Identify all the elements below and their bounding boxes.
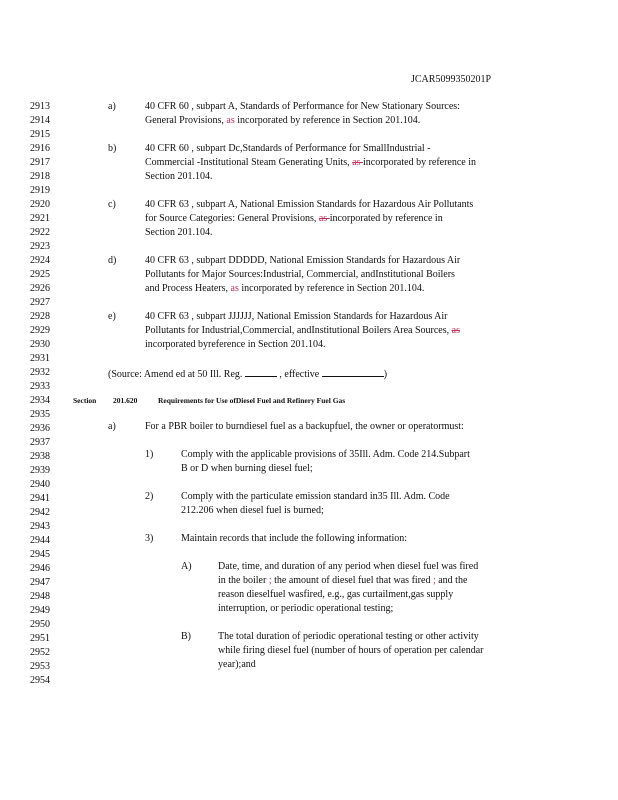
item-d-line2: Pollutants for Major Sources:Industrial, Commercial, andInstitutional Boilers: [145, 269, 455, 280]
item-b-text: [145, 142, 476, 184]
sub-1-text: [181, 448, 470, 476]
sub-A-label: A): [181, 561, 192, 572]
item-c-label: c): [108, 199, 116, 210]
sub-A-line1: Date, time, and duration of any period when diesel fuel was fired: [218, 561, 479, 572]
item-b-line2: Commercial -Institutional Steam Generating Units, as incorporated by reference in: [145, 157, 477, 168]
line-number: 2933: [30, 381, 50, 392]
line-number: 2941: [30, 493, 50, 504]
sub-2-line2: 212.206 when diesel fuel is burned;: [181, 505, 324, 516]
source-note: (Source: Amend ed at 50 Ill. Reg. , effective ): [108, 366, 387, 382]
sub-A-line3: reason dieselfuel wasfired, e.g., gas curtailment,gas supply: [218, 589, 454, 600]
section-word: Section: [73, 396, 97, 405]
line-number: 2921: [30, 213, 50, 224]
item-d-label: d): [108, 255, 117, 266]
line-number: 2950: [30, 619, 50, 630]
line-number: 2946: [30, 563, 50, 574]
line-number: 2949: [30, 605, 50, 616]
line-number: 2942: [30, 507, 50, 518]
item-e-line3: incorporated byreference in Section 201.104.: [145, 339, 326, 350]
source-effective-blank: [322, 366, 384, 377]
line-number: 2944: [30, 535, 50, 546]
line-number: 2926: [30, 283, 50, 294]
line-number: 2943: [30, 521, 50, 532]
line-number: 2929: [30, 325, 50, 336]
sub-2-label: 2): [145, 491, 154, 502]
line-number: 2915: [30, 129, 50, 140]
line-number: 2928: [30, 311, 50, 322]
line-number: 2948: [30, 591, 50, 602]
line-number: 2936: [30, 423, 50, 434]
sub-3-label: 3): [145, 533, 154, 544]
sub-A-line2: in the boiler ; the amount of diesel fuel that was fired ; and the: [218, 575, 468, 586]
line-number: 2935: [30, 409, 50, 420]
sub-2-text: [181, 490, 450, 518]
line-number: 2925: [30, 269, 50, 280]
item-d-text: [145, 254, 460, 296]
para-a-label: a): [108, 421, 116, 432]
sub-1-line1: Comply with the applicable provisions of 35Ill. Adm. Code 214.Subpart: [181, 449, 470, 460]
item-a-label: a): [108, 101, 116, 112]
line-number: 2938: [30, 451, 50, 462]
item-a-text: [145, 100, 460, 128]
item-c-line2: for Source Categories: General Provisions, as incorporated by reference in: [145, 213, 443, 224]
line-number: 2919: [30, 185, 50, 196]
section-number: 201.620: [113, 396, 138, 405]
item-b-line3: Section 201.104.: [145, 171, 213, 182]
sub-B-line1: The total duration of periodic operational testing or other activity: [218, 631, 479, 642]
sub-1-label: 1): [145, 449, 154, 460]
sub-A-text: [218, 560, 478, 616]
source-volume-blank: [245, 366, 277, 377]
sub-B-label: B): [181, 631, 191, 642]
item-e-label: e): [108, 311, 116, 322]
item-d-line3: and Process Heaters, as incorporated by reference in Section 201.104.: [145, 283, 425, 294]
sub-B-text: [218, 630, 483, 672]
section-title: Requirements for Use ofDiesel Fuel and Refinery Fuel Gas: [158, 396, 346, 405]
line-number: 2922: [30, 227, 50, 238]
line-number: 2952: [30, 647, 50, 658]
line-number: 2934: [30, 395, 50, 406]
line-number: 2939: [30, 465, 50, 476]
line-number: 2940: [30, 479, 50, 490]
line-number: 2947: [30, 577, 50, 588]
item-c-text: [145, 198, 473, 240]
para-a-text: For a PBR boiler to burndiesel fuel as a backupfuel, the owner or operatormust:: [145, 421, 464, 432]
item-e-text: [145, 310, 460, 352]
line-number: 2951: [30, 633, 50, 644]
sub-B-line3: year);and: [218, 659, 256, 670]
sub-2-line1: Comply with the particulate emission standard in35 Ill. Adm. Code: [181, 491, 450, 502]
line-number: 2927: [30, 297, 50, 308]
sub-A-line4: interruption, or periodic operational testing;: [218, 603, 394, 614]
line-number: 2937: [30, 437, 50, 448]
item-e-line2: Pollutants for Industrial,Commercial, andInstitutional Boilers Area Sources, as: [145, 325, 460, 336]
line-number: 2930: [30, 339, 50, 350]
sub-1-line2: B or D when burning diesel fuel;: [181, 463, 313, 474]
line-number: 2924: [30, 255, 50, 266]
item-b-line1: 40 CFR 60 , subpart Dc,Standards of Performance for SmallIndustrial -: [145, 143, 431, 154]
item-a-line1: 40 CFR 60 , subpart A, Standards of Performance for New Stationary Sources:: [145, 101, 460, 112]
line-number: 2923: [30, 241, 50, 252]
line-number: 2918: [30, 171, 50, 182]
item-d-line1: 40 CFR 63 , subpart DDDDD, National Emission Standards for Hazardous Air: [145, 255, 461, 266]
document-id: JCAR5099350201P: [411, 74, 492, 85]
line-number: 2913: [30, 101, 50, 112]
line-number: 2914: [30, 115, 50, 126]
sub-B-line2: while firing diesel fuel (number of hours of operation per calendar: [218, 645, 484, 656]
line-number: 2954: [30, 675, 50, 686]
item-c-line1: 40 CFR 63 , subpart A, National Emission Standards for Hazardous Air Pollutants: [145, 199, 474, 210]
item-c-line3: Section 201.104.: [145, 227, 213, 238]
line-number: 2920: [30, 199, 50, 210]
line-number: 2953: [30, 661, 50, 672]
line-number: 2916: [30, 143, 50, 154]
item-e-line1: 40 CFR 63 , subpart JJJJJJ, National Emission Standards for Hazardous Air: [145, 311, 448, 322]
sub-3-text: Maintain records that include the following information:: [181, 533, 408, 544]
line-number: 2945: [30, 549, 50, 560]
line-numbers: [30, 100, 70, 688]
item-a-line2: General Provisions, as incorporated by reference in Section 201.104.: [145, 115, 421, 126]
line-number: 2917: [30, 157, 50, 168]
line-number: 2931: [30, 353, 50, 364]
item-b-label: b): [108, 143, 117, 154]
line-number: 2932: [30, 367, 50, 378]
